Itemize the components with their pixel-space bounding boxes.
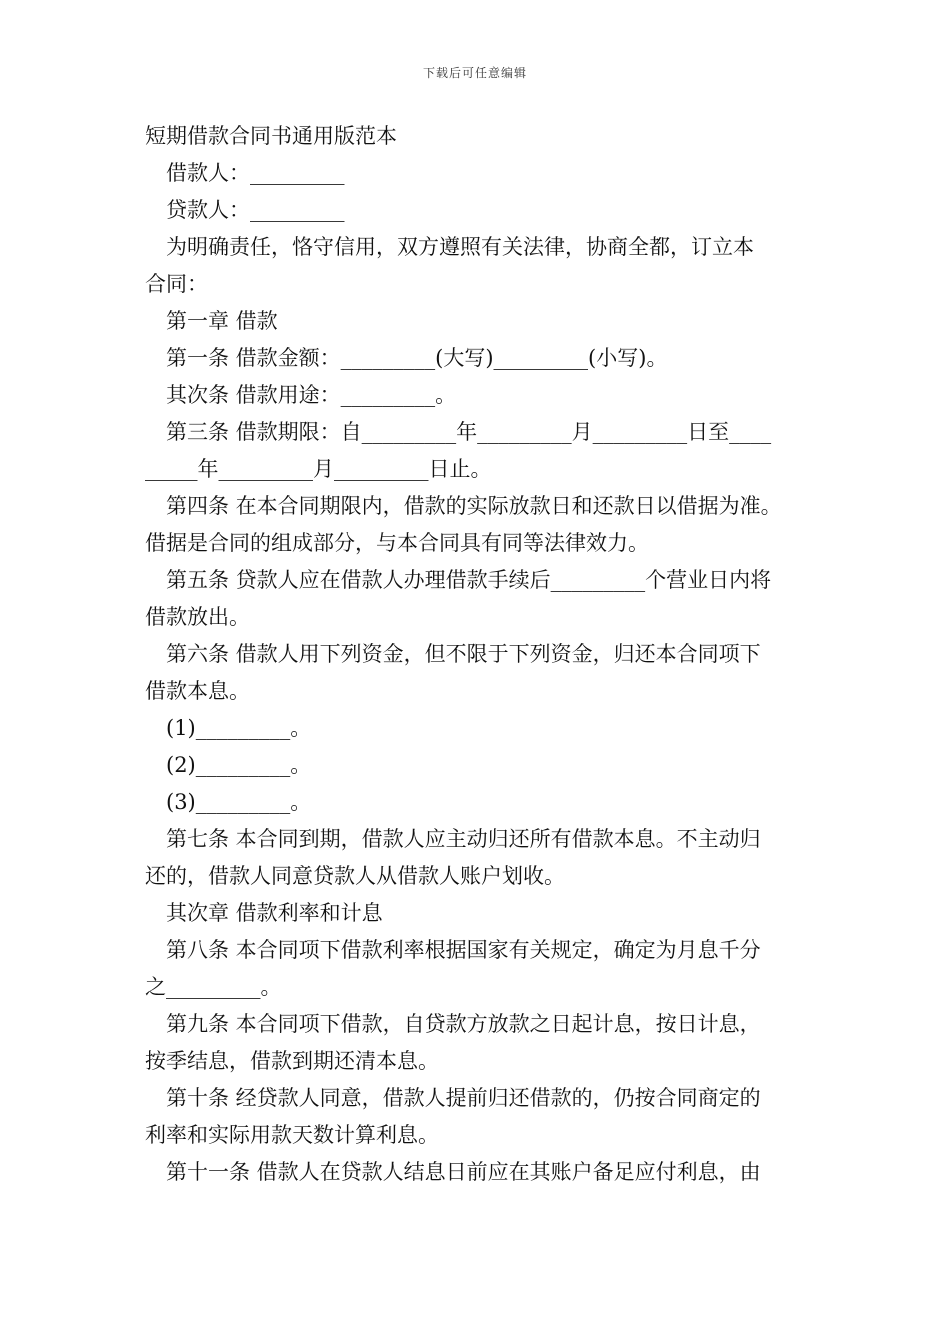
contract-body	[145, 118, 815, 1191]
article-7-line-2: 还的，借款人同意贷款人从借款人账户划收。	[145, 864, 565, 888]
lender-line: 贷款人：_________	[166, 198, 345, 222]
article-1: 第一条 借款金额：_________(大写)_________(小写)。	[166, 346, 668, 370]
chapter-2-heading: 其次章 借款利率和计息	[166, 901, 383, 925]
article-6-line-1: 第六条 借款人用下列资金，但不限于下列资金，归还本合同项下	[166, 642, 761, 666]
preamble-line-1: 为明确责任，恪守信用，双方遵照有关法律，协商全都，订立本	[166, 235, 754, 259]
article-6-line-2: 借款本息。	[145, 679, 250, 703]
article-5-line-2: 借款放出。	[145, 605, 250, 629]
article-2: 其次条 借款用途：_________。	[166, 383, 457, 407]
list-item-3: (3)_________。	[166, 790, 312, 814]
article-7-line-1: 第七条 本合同到期，借款人应主动归还所有借款本息。不主动归	[166, 827, 761, 851]
article-5-line-1: 第五条 贷款人应在借款人办理借款手续后_________个营业日内将	[166, 568, 772, 592]
article-9-line-1: 第九条 本合同项下借款，自贷款方放款之日起计息，按日计息，	[166, 1012, 761, 1036]
article-10-line-1: 第十条 经贷款人同意，借款人提前归还借款的，仍按合同商定的	[166, 1086, 761, 1110]
article-8-line-1: 第八条 本合同项下借款利率根据国家有关规定，确定为月息千分	[166, 938, 761, 962]
chapter-1-heading: 第一章 借款	[166, 309, 278, 333]
document-title: 短期借款合同书通用版范本	[145, 124, 397, 148]
list-item-2: (2)_________。	[166, 753, 312, 777]
article-8-line-2: 之_________。	[145, 975, 282, 999]
article-4-line-2: 借据是合同的组成部分，与本合同具有同等法律效力。	[145, 531, 649, 555]
article-11-line-1: 第十一条 借款人在贷款人结息日前应在其账户备足应付利息，由	[166, 1160, 761, 1184]
list-item-1: (1)_________。	[166, 716, 312, 740]
article-4-line-1: 第四条 在本合同期限内，借款的实际放款日和还款日以借据为准。	[166, 494, 782, 518]
article-3-line-2: _____年_________月_________日止。	[145, 457, 492, 481]
article-3-line-1: 第三条 借款期限：自_________年_________月_________日至____	[166, 420, 772, 444]
page-header-note: 下载后可任意编辑	[422, 66, 527, 80]
article-10-line-2: 利率和实际用款天数计算利息。	[145, 1123, 439, 1147]
article-9-line-2: 按季结息，借款到期还清本息。	[145, 1049, 439, 1073]
borrower-line: 借款人：_________	[166, 161, 345, 185]
preamble-line-2: 合同：	[145, 272, 208, 296]
